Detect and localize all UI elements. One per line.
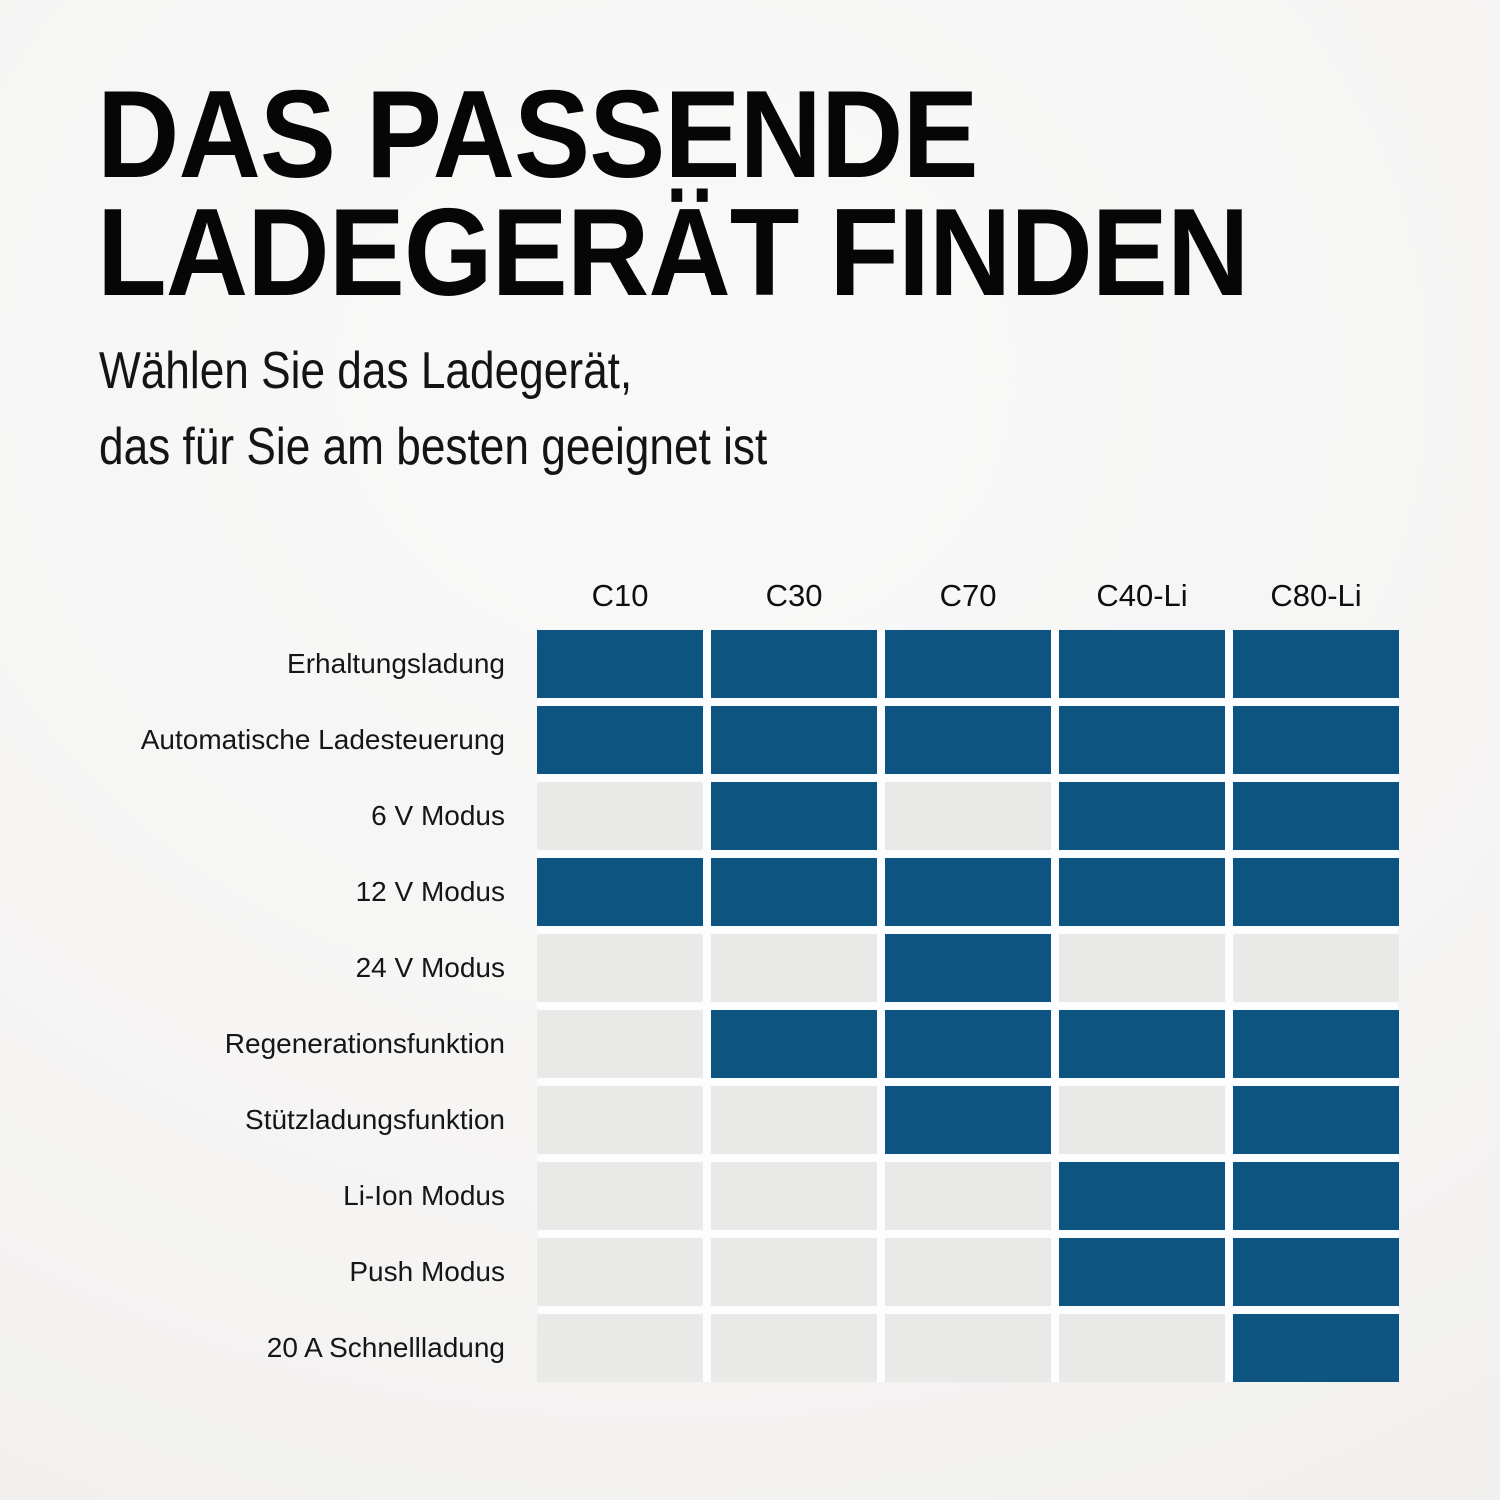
- matrix-cell-available: [1233, 1086, 1399, 1154]
- matrix-cell-unavailable: [885, 1238, 1051, 1306]
- column-header: C70: [939, 578, 997, 613]
- matrix-cell-unavailable: [1059, 1086, 1225, 1154]
- matrix-cell-unavailable: [885, 1314, 1051, 1382]
- matrix-cell-unavailable: [1233, 934, 1399, 1002]
- matrix-cell-available: [1059, 1238, 1225, 1306]
- matrix-cell-available: [1059, 782, 1225, 850]
- matrix-body: [97, 630, 1399, 1382]
- matrix-cells: [537, 630, 1399, 1382]
- matrix-cell-available: [1059, 1162, 1225, 1230]
- matrix-cell-available: [1233, 630, 1399, 698]
- page-subtitle: [99, 333, 767, 485]
- matrix-cell-available: [885, 630, 1051, 698]
- row-label: Regenerationsfunktion: [224, 1028, 505, 1059]
- matrix-cell-unavailable: [885, 1162, 1051, 1230]
- row-label: 6 V Modus: [371, 800, 505, 831]
- column-header: C40-Li: [1096, 578, 1188, 613]
- page-title: [97, 66, 1249, 322]
- matrix-cell-unavailable: [711, 1238, 877, 1306]
- row-label: Li-Ion Modus: [343, 1180, 505, 1211]
- row-labels: [97, 630, 537, 1382]
- matrix-cell-available: [711, 1010, 877, 1078]
- matrix-cell-available: [537, 858, 703, 926]
- matrix-cell-unavailable: [537, 1238, 703, 1306]
- row-label: Erhaltungsladung: [287, 648, 505, 679]
- column-headers: [537, 568, 1399, 616]
- row-label: Push Modus: [349, 1256, 505, 1287]
- matrix-cell-available: [1233, 1162, 1399, 1230]
- matrix-cell-available: [885, 1086, 1051, 1154]
- matrix-cell-unavailable: [711, 934, 877, 1002]
- matrix-cell-unavailable: [711, 1162, 877, 1230]
- column-header: C30: [765, 578, 823, 613]
- matrix-cell-available: [1233, 1314, 1399, 1382]
- matrix-cell-unavailable: [1059, 934, 1225, 1002]
- matrix-cell-unavailable: [885, 782, 1051, 850]
- matrix-cell-unavailable: [711, 1314, 877, 1382]
- matrix-cell-available: [885, 1010, 1051, 1078]
- row-label: Automatische Ladesteuerung: [140, 724, 505, 755]
- matrix-cell-available: [711, 706, 877, 774]
- page-title-line1: DAS PASSENDE: [97, 66, 978, 204]
- page-title-line2: LADEGERÄT FINDEN: [97, 184, 1249, 322]
- matrix-cell-available: [1059, 858, 1225, 926]
- row-label: 12 V Modus: [355, 876, 505, 907]
- matrix-cell-unavailable: [537, 1086, 703, 1154]
- matrix-cell-available: [1233, 782, 1399, 850]
- matrix-cell-available: [885, 706, 1051, 774]
- column-header: C80-Li: [1270, 578, 1362, 613]
- matrix-cell-available: [537, 630, 703, 698]
- matrix-cell-unavailable: [537, 782, 703, 850]
- matrix-cell-available: [1233, 706, 1399, 774]
- row-label: 20 A Schnellladung: [266, 1332, 505, 1363]
- matrix-cell-available: [1059, 630, 1225, 698]
- matrix-cell-available: [1059, 1010, 1225, 1078]
- matrix-cell-available: [1233, 1238, 1399, 1306]
- comparison-matrix: [97, 568, 1399, 1382]
- row-label: Stützladungsfunktion: [245, 1104, 505, 1135]
- matrix-cell-available: [885, 934, 1051, 1002]
- matrix-cell-unavailable: [537, 1162, 703, 1230]
- matrix-cell-available: [885, 858, 1051, 926]
- column-header: C10: [591, 578, 649, 613]
- matrix-cell-unavailable: [711, 1086, 877, 1154]
- matrix-cell-available: [711, 858, 877, 926]
- matrix-cell-unavailable: [537, 934, 703, 1002]
- matrix-cell-available: [711, 782, 877, 850]
- matrix-cell-available: [537, 706, 703, 774]
- matrix-cell-available: [711, 630, 877, 698]
- row-label: 24 V Modus: [355, 952, 505, 983]
- matrix-cell-unavailable: [537, 1010, 703, 1078]
- matrix-cell-unavailable: [537, 1314, 703, 1382]
- matrix-cell-available: [1233, 1010, 1399, 1078]
- matrix-cell-available: [1233, 858, 1399, 926]
- page-subtitle-line1: Wählen Sie das Ladegerät,: [99, 342, 633, 400]
- page-subtitle-line2: das für Sie am besten geeignet ist: [99, 418, 768, 476]
- matrix-cell-unavailable: [1059, 1314, 1225, 1382]
- matrix-cell-available: [1059, 706, 1225, 774]
